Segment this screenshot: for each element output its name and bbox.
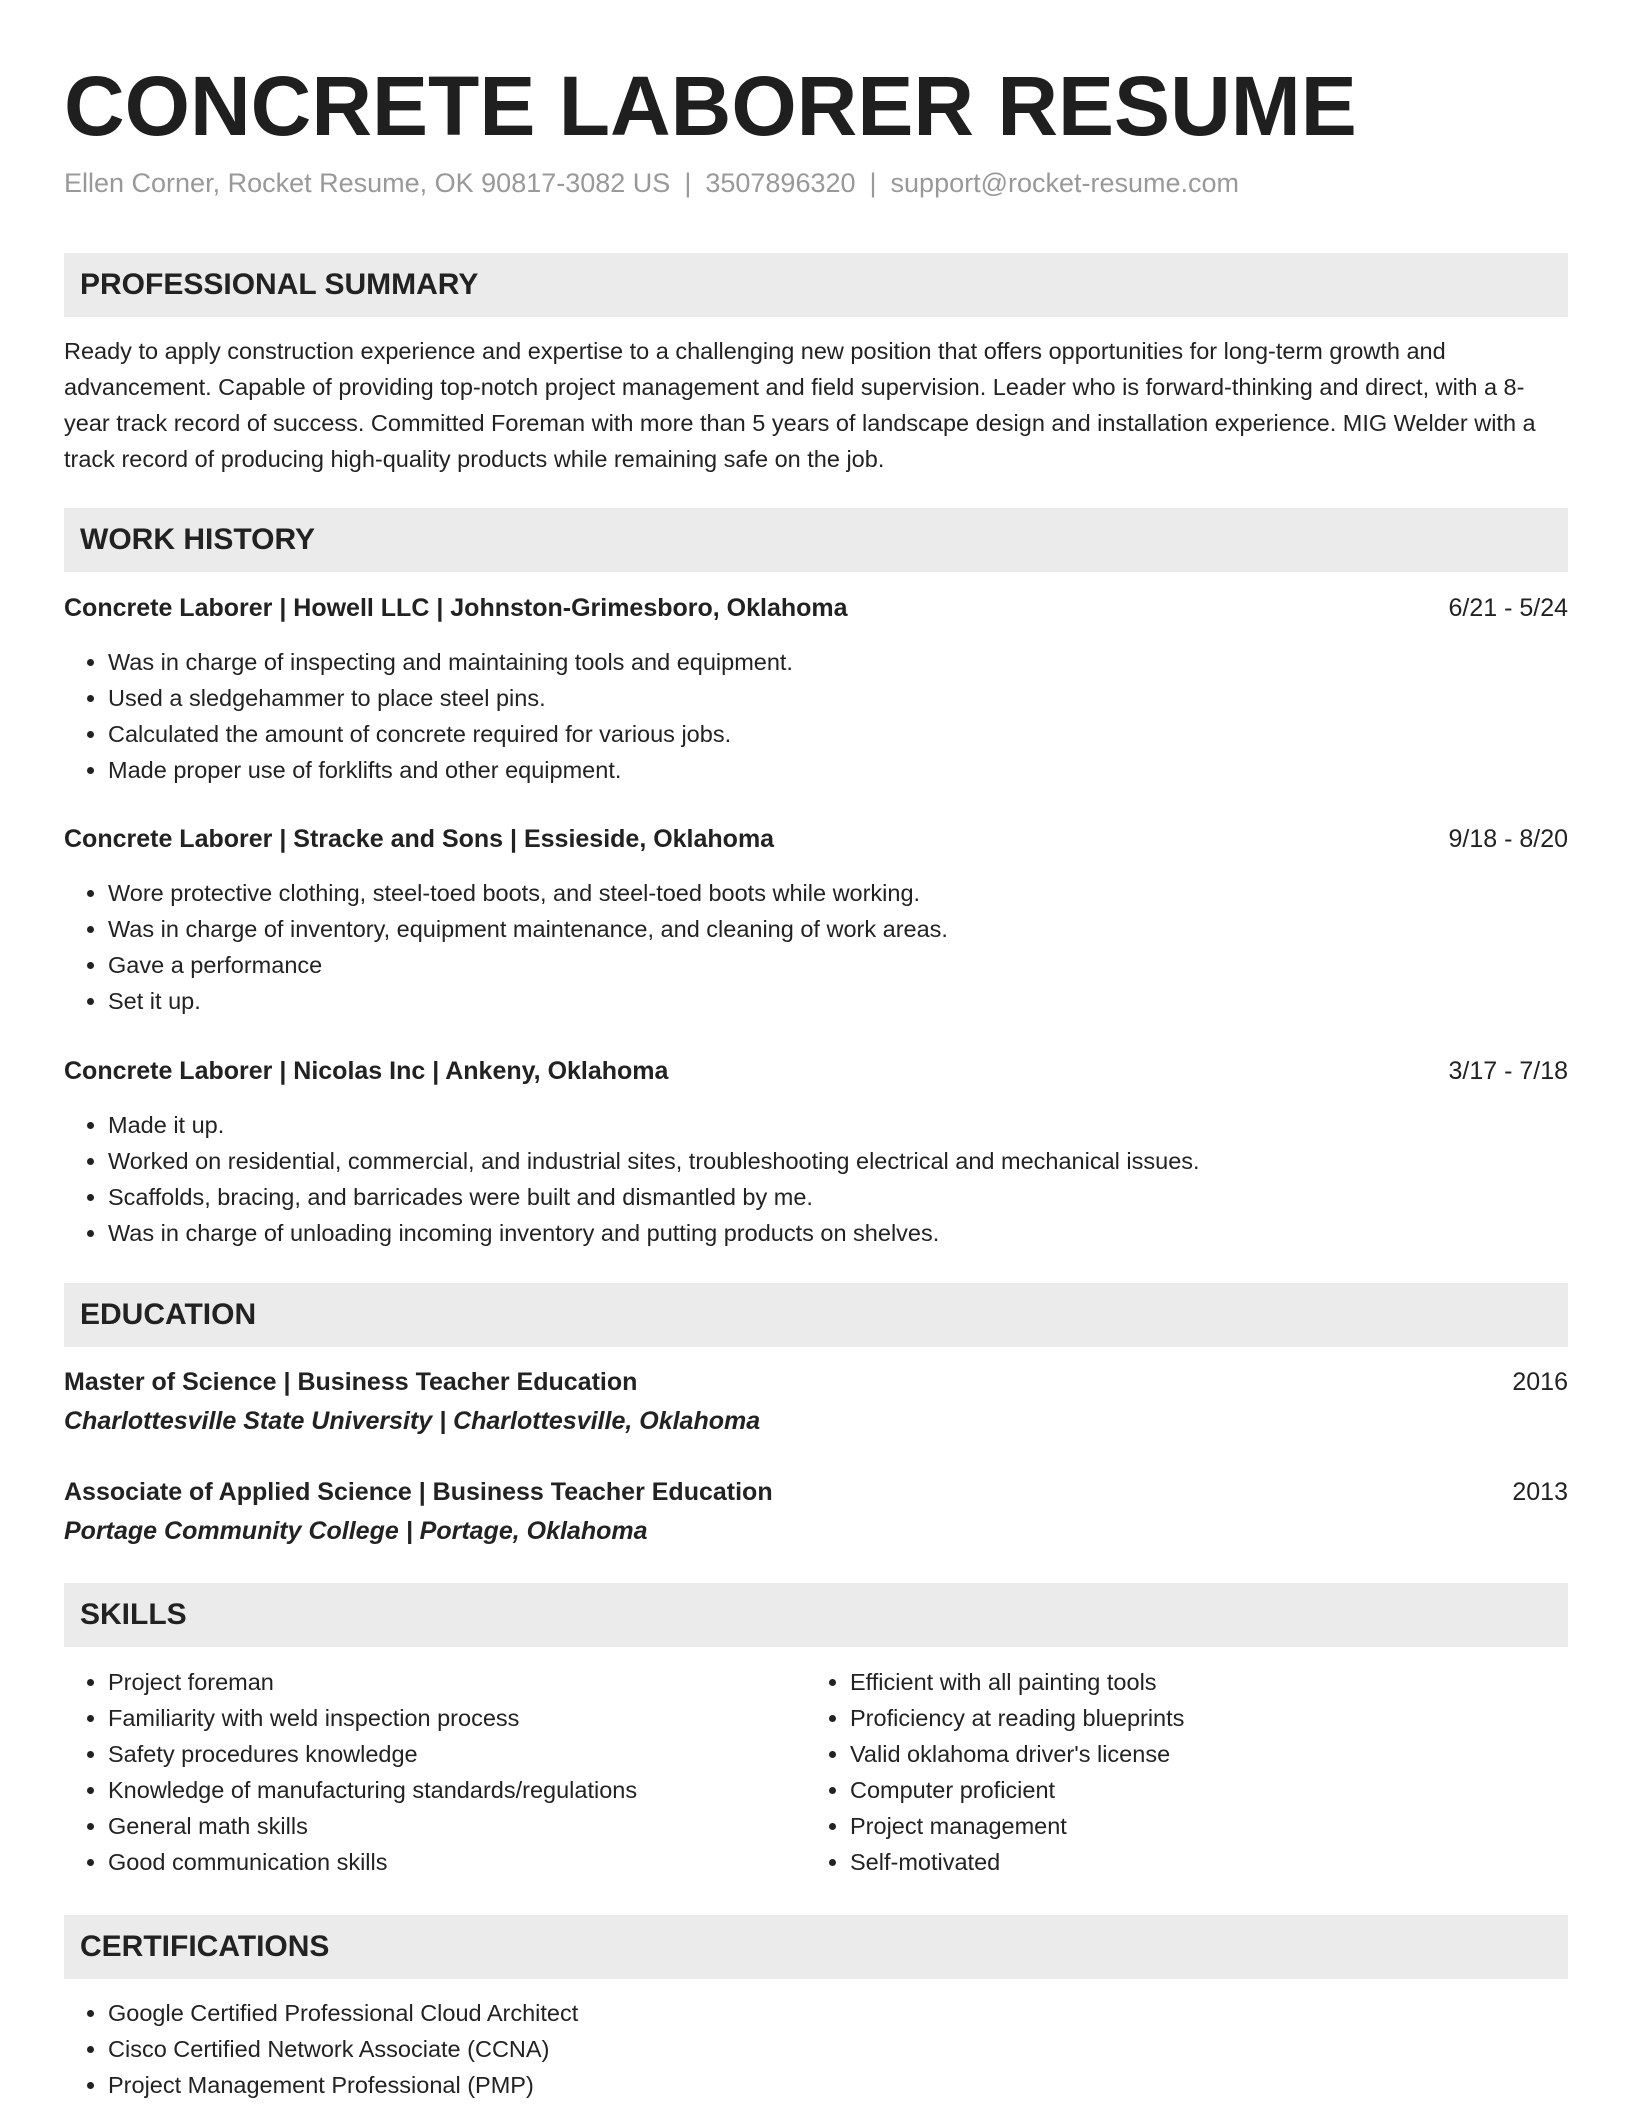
job-dates: 9/18 - 8/20 bbox=[1448, 825, 1568, 853]
skills-list-right bbox=[806, 1664, 1184, 1880]
list-item: • Used a sledgehammer to place steel pins. bbox=[108, 680, 793, 716]
graduation-year: 2013 bbox=[1512, 1478, 1568, 1506]
section-header-certifications bbox=[64, 1915, 1568, 1979]
list-item: • Made proper use of forklifts and other equipment. bbox=[108, 752, 793, 788]
list-item: • Made it up. bbox=[108, 1107, 1200, 1143]
list-item: • Efficient with all painting tools bbox=[850, 1664, 1184, 1700]
contact-separator: | bbox=[684, 168, 692, 198]
list-item: • Computer proficient bbox=[850, 1772, 1184, 1808]
certifications-list bbox=[64, 1995, 578, 2103]
list-item: • Good communication skills bbox=[108, 1844, 637, 1880]
list-item: • Self-motivated bbox=[850, 1844, 1184, 1880]
summary-text: Ready to apply construction experience and expertise to a challenging new position that offers opportunities for long-term growth and advancement. Capable of providing top-notch project management and field supervision. Leader who is forward-thinking and direct, with a 8-year track record of success. Committed Foreman with more than 5 years of landscape design and installation experience. MIG Welder with a track record of producing high-quality products while remaining safe on the job. bbox=[64, 338, 1536, 472]
graduation-year: 2016 bbox=[1512, 1368, 1568, 1396]
job-title: Concrete Laborer | Howell LLC | Johnston-Grimesboro, Oklahoma bbox=[64, 594, 848, 622]
school-name: Charlottesville State University | Charlottesville, Oklahoma bbox=[64, 1407, 761, 1435]
list-item: • Set it up. bbox=[108, 983, 948, 1019]
section-title: EDUCATION bbox=[80, 1298, 257, 1331]
job-bullets bbox=[64, 875, 948, 1019]
contact-phone: 3507896320 bbox=[705, 168, 856, 198]
list-item: • Familiarity with weld inspection process bbox=[108, 1700, 637, 1736]
list-item: • Project Management Professional (PMP) bbox=[108, 2067, 578, 2103]
job-entry-header bbox=[64, 821, 1568, 857]
list-item: • Was in charge of inspecting and maintaining tools and equipment. bbox=[108, 644, 793, 680]
list-item: • Project foreman bbox=[108, 1664, 637, 1700]
job-title: Concrete Laborer | Nicolas Inc | Ankeny, Oklahoma bbox=[64, 1057, 669, 1085]
job-title: Concrete Laborer | Stracke and Sons | Essieside, Oklahoma bbox=[64, 825, 775, 853]
job-entry-header bbox=[64, 590, 1568, 626]
section-title: SKILLS bbox=[80, 1598, 187, 1631]
list-item: • Scaffolds, bracing, and barricades were built and dismantled by me. bbox=[108, 1179, 1200, 1215]
list-item: • Valid oklahoma driver's license bbox=[850, 1736, 1184, 1772]
job-dates: 3/17 - 7/18 bbox=[1448, 1057, 1568, 1085]
list-item: • Was in charge of inventory, equipment maintenance, and cleaning of work areas. bbox=[108, 911, 948, 947]
list-item: • Calculated the amount of concrete required for various jobs. bbox=[108, 716, 793, 752]
list-item: • Project management bbox=[850, 1808, 1184, 1844]
contact-separator: | bbox=[869, 168, 877, 198]
education-entry-header bbox=[64, 1364, 1568, 1400]
section-header-skills bbox=[64, 1583, 1568, 1647]
degree-title: Master of Science | Business Teacher Education bbox=[64, 1368, 638, 1396]
education-entry-header bbox=[64, 1474, 1568, 1510]
list-item: • Was in charge of unloading incoming inventory and putting products on shelves. bbox=[108, 1215, 1200, 1251]
job-entry-header bbox=[64, 1053, 1568, 1089]
list-item: • Worked on residential, commercial, and industrial sites, troubleshooting electrical and mechanical issues. bbox=[108, 1143, 1200, 1179]
resume-title: CONCRETE LABORER RESUME bbox=[64, 59, 1357, 153]
list-item: • General math skills bbox=[108, 1808, 637, 1844]
job-dates: 6/21 - 5/24 bbox=[1448, 594, 1568, 622]
job-bullets bbox=[64, 1107, 1200, 1251]
list-item: • Proficiency at reading blueprints bbox=[850, 1700, 1184, 1736]
section-title: CERTIFICATIONS bbox=[80, 1930, 330, 1963]
job-bullets bbox=[64, 644, 793, 788]
list-item: • Cisco Certified Network Associate (CCNA) bbox=[108, 2031, 578, 2067]
list-item: • Google Certified Professional Cloud Architect bbox=[108, 1995, 578, 2031]
section-header-summary bbox=[64, 253, 1568, 317]
section-header-education bbox=[64, 1283, 1568, 1347]
contact-line bbox=[64, 165, 1239, 201]
list-item: • Safety procedures knowledge bbox=[108, 1736, 637, 1772]
list-item: • Wore protective clothing, steel-toed boots, and steel-toed boots while working. bbox=[108, 875, 948, 911]
contact-email: support@rocket-resume.com bbox=[890, 168, 1240, 198]
section-title: PROFESSIONAL SUMMARY bbox=[80, 268, 479, 301]
section-title: WORK HISTORY bbox=[80, 523, 316, 556]
section-header-work-history bbox=[64, 508, 1568, 572]
school-name: Portage Community College | Portage, Oklahoma bbox=[64, 1517, 648, 1545]
contact-address: Ellen Corner, Rocket Resume, OK 90817-3082 US bbox=[64, 168, 671, 198]
list-item: • Knowledge of manufacturing standards/regulations bbox=[108, 1772, 637, 1808]
list-item: • Gave a performance bbox=[108, 947, 948, 983]
skills-list-left bbox=[64, 1664, 637, 1880]
degree-title: Associate of Applied Science | Business Teacher Education bbox=[64, 1478, 773, 1506]
